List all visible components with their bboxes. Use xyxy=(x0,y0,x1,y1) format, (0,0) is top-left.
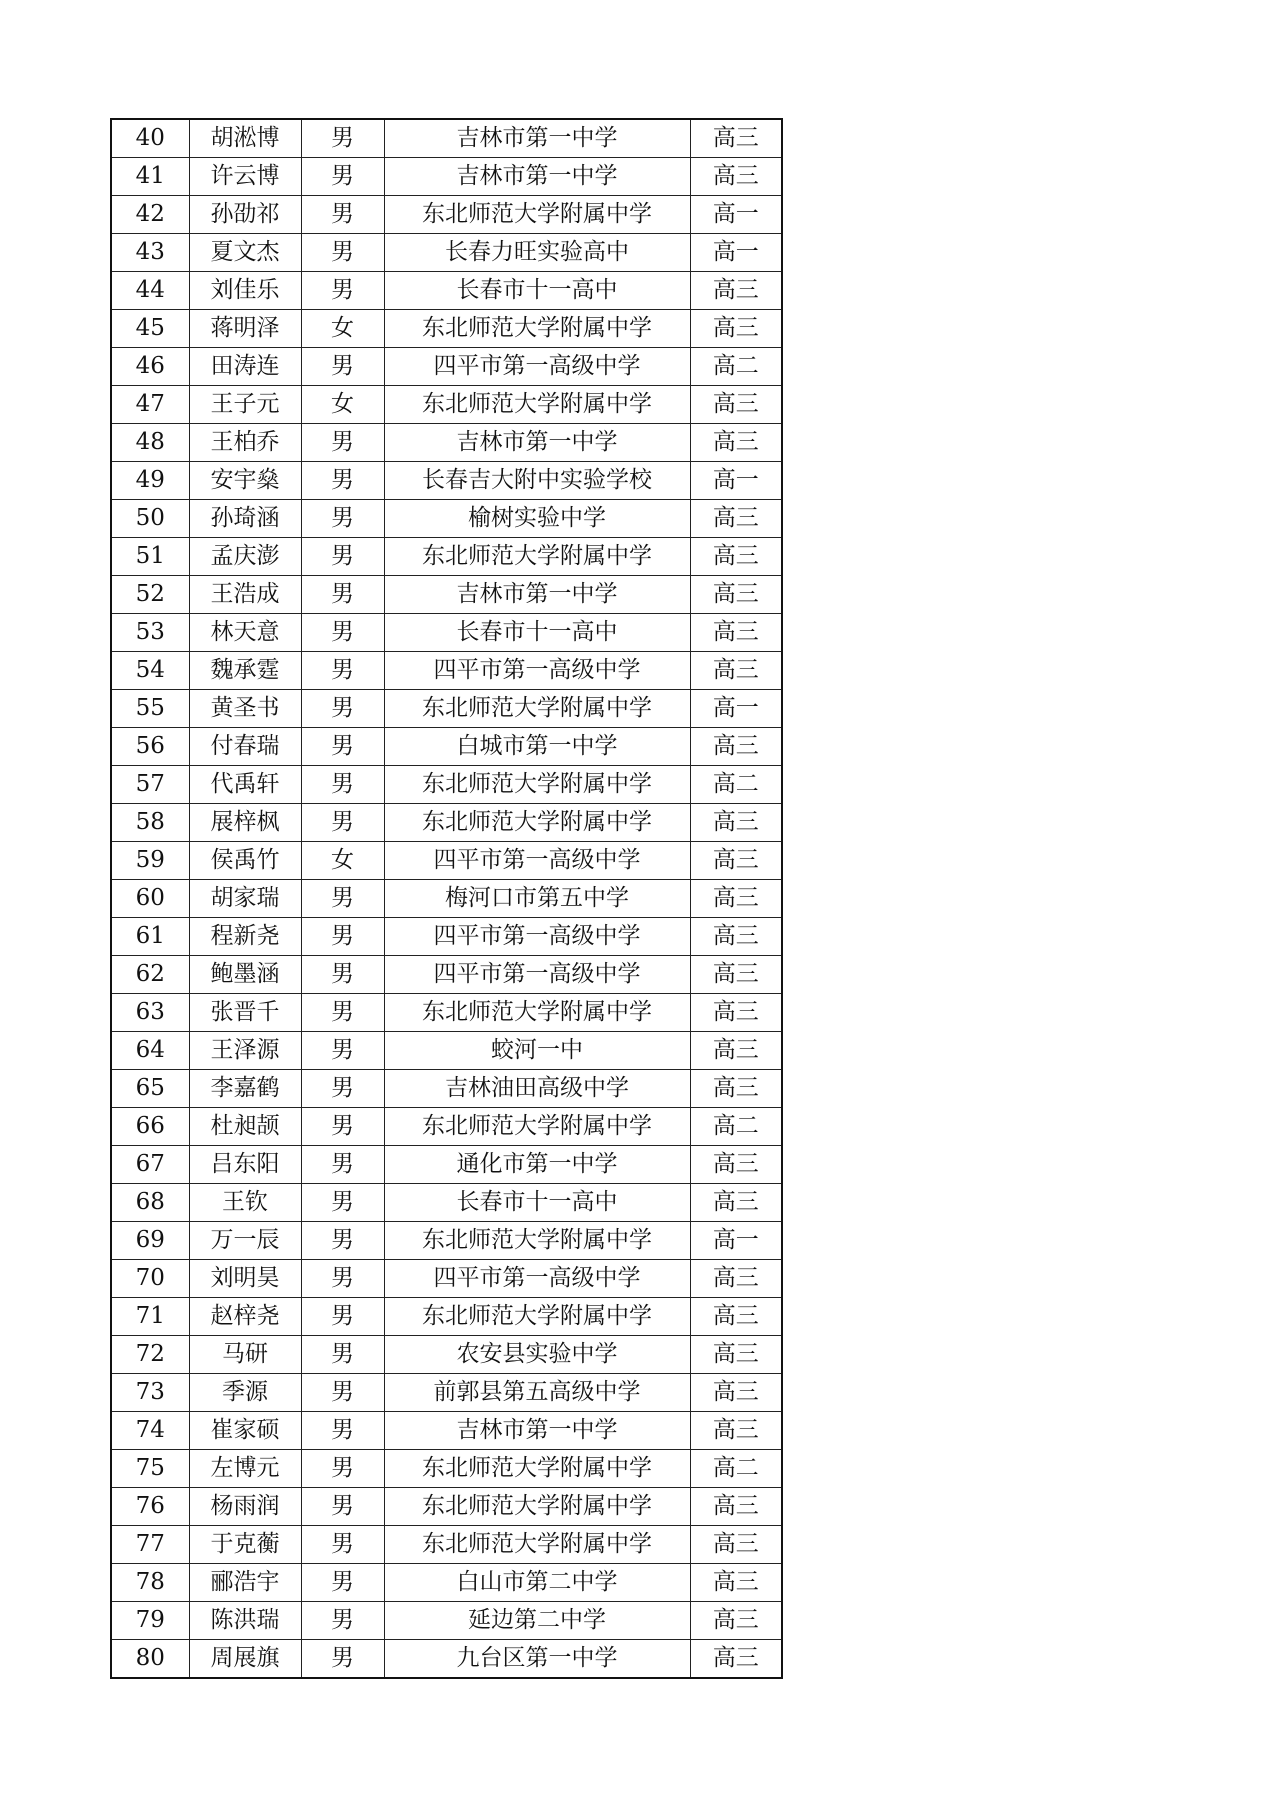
student-name-cell: 林天意 xyxy=(189,614,301,652)
student-name-cell: 吕东阳 xyxy=(189,1146,301,1184)
table-row xyxy=(111,462,782,500)
table-row xyxy=(111,272,782,310)
gender-cell: 男 xyxy=(301,158,384,196)
student-name-cell: 安宇燊 xyxy=(189,462,301,500)
school-cell: 长春市十一高中 xyxy=(384,272,690,310)
student-name-cell: 田涛连 xyxy=(189,348,301,386)
row-number-cell: 72 xyxy=(111,1336,189,1374)
row-number-cell: 73 xyxy=(111,1374,189,1412)
row-number-cell: 44 xyxy=(111,272,189,310)
row-number-cell: 67 xyxy=(111,1146,189,1184)
student-name-cell: 万一辰 xyxy=(189,1222,301,1260)
gender-cell: 男 xyxy=(301,576,384,614)
table-row xyxy=(111,158,782,196)
student-name-cell: 夏文杰 xyxy=(189,234,301,272)
row-number-cell: 43 xyxy=(111,234,189,272)
school-cell: 四平市第一高级中学 xyxy=(384,918,690,956)
student-name-cell: 王柏乔 xyxy=(189,424,301,462)
student-name-cell: 左博元 xyxy=(189,1450,301,1488)
student-name-cell: 胡淞博 xyxy=(189,119,301,158)
table-row xyxy=(111,1146,782,1184)
gender-cell: 男 xyxy=(301,804,384,842)
table-row xyxy=(111,1222,782,1260)
table-row xyxy=(111,1070,782,1108)
row-number-cell: 68 xyxy=(111,1184,189,1222)
gender-cell: 男 xyxy=(301,1602,384,1640)
student-name-cell: 许云博 xyxy=(189,158,301,196)
student-name-cell: 崔家硕 xyxy=(189,1412,301,1450)
student-name-cell: 魏承霆 xyxy=(189,652,301,690)
student-name-cell: 程新尧 xyxy=(189,918,301,956)
school-cell: 吉林市第一中学 xyxy=(384,1412,690,1450)
student-name-cell: 黄圣书 xyxy=(189,690,301,728)
gender-cell: 男 xyxy=(301,1184,384,1222)
grade-cell: 高三 xyxy=(690,1374,782,1412)
grade-cell: 高三 xyxy=(690,1564,782,1602)
gender-cell: 男 xyxy=(301,1032,384,1070)
school-cell: 四平市第一高级中学 xyxy=(384,348,690,386)
gender-cell: 女 xyxy=(301,386,384,424)
table-row xyxy=(111,1336,782,1374)
table-row xyxy=(111,500,782,538)
gender-cell: 男 xyxy=(301,119,384,158)
row-number-cell: 80 xyxy=(111,1640,189,1679)
school-cell: 东北师范大学附属中学 xyxy=(384,1298,690,1336)
grade-cell: 高二 xyxy=(690,1450,782,1488)
grade-cell: 高三 xyxy=(690,1298,782,1336)
gender-cell: 男 xyxy=(301,1412,384,1450)
table-row xyxy=(111,728,782,766)
student-name-cell: 王子元 xyxy=(189,386,301,424)
row-number-cell: 76 xyxy=(111,1488,189,1526)
gender-cell: 男 xyxy=(301,766,384,804)
table-row xyxy=(111,690,782,728)
row-number-cell: 74 xyxy=(111,1412,189,1450)
row-number-cell: 64 xyxy=(111,1032,189,1070)
student-name-cell: 杨雨润 xyxy=(189,1488,301,1526)
row-number-cell: 47 xyxy=(111,386,189,424)
student-name-cell: 代禹轩 xyxy=(189,766,301,804)
school-cell: 吉林市第一中学 xyxy=(384,158,690,196)
grade-cell: 高三 xyxy=(690,1260,782,1298)
gender-cell: 男 xyxy=(301,614,384,652)
row-number-cell: 45 xyxy=(111,310,189,348)
grade-cell: 高一 xyxy=(690,234,782,272)
table-row xyxy=(111,1488,782,1526)
table-row xyxy=(111,1298,782,1336)
school-cell: 东北师范大学附属中学 xyxy=(384,386,690,424)
gender-cell: 男 xyxy=(301,1336,384,1374)
grade-cell: 高三 xyxy=(690,1336,782,1374)
table-row xyxy=(111,1640,782,1679)
table-row xyxy=(111,196,782,234)
grade-cell: 高二 xyxy=(690,348,782,386)
student-name-cell: 付春瑞 xyxy=(189,728,301,766)
table-row xyxy=(111,1374,782,1412)
grade-cell: 高三 xyxy=(690,1488,782,1526)
grade-cell: 高三 xyxy=(690,1412,782,1450)
grade-cell: 高三 xyxy=(690,1146,782,1184)
table-row xyxy=(111,348,782,386)
school-cell: 吉林市第一中学 xyxy=(384,576,690,614)
school-cell: 白山市第二中学 xyxy=(384,1564,690,1602)
student-name-cell: 孟庆澎 xyxy=(189,538,301,576)
table-row xyxy=(111,956,782,994)
school-cell: 东北师范大学附属中学 xyxy=(384,994,690,1032)
school-cell: 四平市第一高级中学 xyxy=(384,842,690,880)
grade-cell: 高三 xyxy=(690,880,782,918)
grade-cell: 高三 xyxy=(690,386,782,424)
student-name-cell: 王泽源 xyxy=(189,1032,301,1070)
gender-cell: 男 xyxy=(301,1070,384,1108)
grade-cell: 高二 xyxy=(690,766,782,804)
student-name-cell: 刘佳乐 xyxy=(189,272,301,310)
table-row xyxy=(111,1032,782,1070)
student-name-cell: 刘明昊 xyxy=(189,1260,301,1298)
gender-cell: 男 xyxy=(301,1146,384,1184)
row-number-cell: 48 xyxy=(111,424,189,462)
grade-cell: 高三 xyxy=(690,842,782,880)
gender-cell: 男 xyxy=(301,196,384,234)
grade-cell: 高三 xyxy=(690,1640,782,1679)
student-name-cell: 周展旗 xyxy=(189,1640,301,1679)
grade-cell: 高三 xyxy=(690,538,782,576)
student-name-cell: 于克蘅 xyxy=(189,1526,301,1564)
school-cell: 长春市十一高中 xyxy=(384,614,690,652)
gender-cell: 男 xyxy=(301,1374,384,1412)
gender-cell: 男 xyxy=(301,652,384,690)
table-row xyxy=(111,652,782,690)
gender-cell: 男 xyxy=(301,956,384,994)
school-cell: 东北师范大学附属中学 xyxy=(384,766,690,804)
student-name-cell: 赵梓尧 xyxy=(189,1298,301,1336)
school-cell: 农安县实验中学 xyxy=(384,1336,690,1374)
table-row xyxy=(111,234,782,272)
school-cell: 四平市第一高级中学 xyxy=(384,956,690,994)
gender-cell: 男 xyxy=(301,1108,384,1146)
row-number-cell: 50 xyxy=(111,500,189,538)
row-number-cell: 41 xyxy=(111,158,189,196)
row-number-cell: 75 xyxy=(111,1450,189,1488)
grade-cell: 高三 xyxy=(690,918,782,956)
student-name-cell: 王钦 xyxy=(189,1184,301,1222)
gender-cell: 男 xyxy=(301,994,384,1032)
school-cell: 长春力旺实验高中 xyxy=(384,234,690,272)
school-cell: 东北师范大学附属中学 xyxy=(384,310,690,348)
grade-cell: 高三 xyxy=(690,272,782,310)
gender-cell: 男 xyxy=(301,1564,384,1602)
row-number-cell: 42 xyxy=(111,196,189,234)
student-name-cell: 侯禹竹 xyxy=(189,842,301,880)
row-number-cell: 53 xyxy=(111,614,189,652)
student-name-cell: 张晋千 xyxy=(189,994,301,1032)
grade-cell: 高三 xyxy=(690,310,782,348)
grade-cell: 高三 xyxy=(690,804,782,842)
gender-cell: 男 xyxy=(301,918,384,956)
row-number-cell: 79 xyxy=(111,1602,189,1640)
gender-cell: 男 xyxy=(301,1450,384,1488)
table-row xyxy=(111,994,782,1032)
table-row xyxy=(111,842,782,880)
student-name-cell: 杜昶颉 xyxy=(189,1108,301,1146)
student-name-cell: 展梓枫 xyxy=(189,804,301,842)
grade-cell: 高三 xyxy=(690,158,782,196)
row-number-cell: 54 xyxy=(111,652,189,690)
grade-cell: 高三 xyxy=(690,1602,782,1640)
row-number-cell: 46 xyxy=(111,348,189,386)
gender-cell: 男 xyxy=(301,424,384,462)
school-cell: 吉林市第一中学 xyxy=(384,424,690,462)
table-row xyxy=(111,804,782,842)
student-name-cell: 季源 xyxy=(189,1374,301,1412)
row-number-cell: 52 xyxy=(111,576,189,614)
table-row xyxy=(111,1602,782,1640)
grade-cell: 高三 xyxy=(690,424,782,462)
school-cell: 四平市第一高级中学 xyxy=(384,652,690,690)
table-row xyxy=(111,880,782,918)
grade-cell: 高三 xyxy=(690,500,782,538)
gender-cell: 男 xyxy=(301,348,384,386)
row-number-cell: 63 xyxy=(111,994,189,1032)
row-number-cell: 58 xyxy=(111,804,189,842)
grade-cell: 高三 xyxy=(690,614,782,652)
table-row xyxy=(111,1526,782,1564)
table-row xyxy=(111,1564,782,1602)
gender-cell: 男 xyxy=(301,538,384,576)
gender-cell: 男 xyxy=(301,728,384,766)
row-number-cell: 70 xyxy=(111,1260,189,1298)
gender-cell: 男 xyxy=(301,1488,384,1526)
grade-cell: 高三 xyxy=(690,576,782,614)
student-roster-table xyxy=(110,118,783,1679)
grade-cell: 高三 xyxy=(690,1032,782,1070)
school-cell: 东北师范大学附属中学 xyxy=(384,804,690,842)
school-cell: 蛟河一中 xyxy=(384,1032,690,1070)
table-row xyxy=(111,614,782,652)
table-row xyxy=(111,1260,782,1298)
gender-cell: 女 xyxy=(301,310,384,348)
grade-cell: 高三 xyxy=(690,1526,782,1564)
table-row xyxy=(111,119,782,158)
school-cell: 长春市十一高中 xyxy=(384,1184,690,1222)
school-cell: 东北师范大学附属中学 xyxy=(384,1222,690,1260)
table-row xyxy=(111,918,782,956)
school-cell: 前郭县第五高级中学 xyxy=(384,1374,690,1412)
student-name-cell: 鲍墨涵 xyxy=(189,956,301,994)
school-cell: 东北师范大学附属中学 xyxy=(384,196,690,234)
student-name-cell: 王浩成 xyxy=(189,576,301,614)
gender-cell: 男 xyxy=(301,1222,384,1260)
row-number-cell: 56 xyxy=(111,728,189,766)
student-name-cell: 孙劭祁 xyxy=(189,196,301,234)
row-number-cell: 77 xyxy=(111,1526,189,1564)
table-row xyxy=(111,538,782,576)
gender-cell: 男 xyxy=(301,1260,384,1298)
student-name-cell: 蒋明泽 xyxy=(189,310,301,348)
gender-cell: 男 xyxy=(301,880,384,918)
row-number-cell: 55 xyxy=(111,690,189,728)
row-number-cell: 49 xyxy=(111,462,189,500)
grade-cell: 高一 xyxy=(690,462,782,500)
school-cell: 东北师范大学附属中学 xyxy=(384,1526,690,1564)
student-name-cell: 陈洪瑞 xyxy=(189,1602,301,1640)
grade-cell: 高一 xyxy=(690,690,782,728)
school-cell: 榆树实验中学 xyxy=(384,500,690,538)
student-name-cell: 胡家瑞 xyxy=(189,880,301,918)
row-number-cell: 60 xyxy=(111,880,189,918)
grade-cell: 高一 xyxy=(690,1222,782,1260)
school-cell: 吉林市第一中学 xyxy=(384,119,690,158)
row-number-cell: 69 xyxy=(111,1222,189,1260)
student-name-cell: 李嘉鹤 xyxy=(189,1070,301,1108)
gender-cell: 男 xyxy=(301,272,384,310)
row-number-cell: 59 xyxy=(111,842,189,880)
school-cell: 长春吉大附中实验学校 xyxy=(384,462,690,500)
row-number-cell: 71 xyxy=(111,1298,189,1336)
gender-cell: 男 xyxy=(301,690,384,728)
gender-cell: 男 xyxy=(301,462,384,500)
gender-cell: 男 xyxy=(301,1298,384,1336)
row-number-cell: 57 xyxy=(111,766,189,804)
gender-cell: 男 xyxy=(301,500,384,538)
school-cell: 东北师范大学附属中学 xyxy=(384,1108,690,1146)
gender-cell: 男 xyxy=(301,1640,384,1679)
table-row xyxy=(111,1184,782,1222)
row-number-cell: 40 xyxy=(111,119,189,158)
table-row xyxy=(111,1412,782,1450)
table-row xyxy=(111,386,782,424)
school-cell: 东北师范大学附属中学 xyxy=(384,1450,690,1488)
gender-cell: 女 xyxy=(301,842,384,880)
row-number-cell: 62 xyxy=(111,956,189,994)
student-name-cell: 马研 xyxy=(189,1336,301,1374)
table-row xyxy=(111,576,782,614)
school-cell: 吉林油田高级中学 xyxy=(384,1070,690,1108)
student-name-cell: 孙琦涵 xyxy=(189,500,301,538)
row-number-cell: 61 xyxy=(111,918,189,956)
grade-cell: 高三 xyxy=(690,652,782,690)
table-row xyxy=(111,1108,782,1146)
school-cell: 东北师范大学附属中学 xyxy=(384,538,690,576)
school-cell: 白城市第一中学 xyxy=(384,728,690,766)
grade-cell: 高三 xyxy=(690,1070,782,1108)
gender-cell: 男 xyxy=(301,1526,384,1564)
grade-cell: 高三 xyxy=(690,728,782,766)
row-number-cell: 66 xyxy=(111,1108,189,1146)
school-cell: 九台区第一中学 xyxy=(384,1640,690,1679)
row-number-cell: 65 xyxy=(111,1070,189,1108)
row-number-cell: 51 xyxy=(111,538,189,576)
student-name-cell: 郦浩宇 xyxy=(189,1564,301,1602)
gender-cell: 男 xyxy=(301,234,384,272)
grade-cell: 高三 xyxy=(690,119,782,158)
table-row xyxy=(111,424,782,462)
school-cell: 延边第二中学 xyxy=(384,1602,690,1640)
school-cell: 通化市第一中学 xyxy=(384,1146,690,1184)
table-row xyxy=(111,310,782,348)
school-cell: 东北师范大学附属中学 xyxy=(384,1488,690,1526)
grade-cell: 高二 xyxy=(690,1108,782,1146)
grade-cell: 高三 xyxy=(690,956,782,994)
table-row xyxy=(111,1450,782,1488)
school-cell: 梅河口市第五中学 xyxy=(384,880,690,918)
table-row xyxy=(111,766,782,804)
school-cell: 四平市第一高级中学 xyxy=(384,1260,690,1298)
school-cell: 东北师范大学附属中学 xyxy=(384,690,690,728)
grade-cell: 高三 xyxy=(690,1184,782,1222)
roster-body xyxy=(111,119,782,1678)
grade-cell: 高一 xyxy=(690,196,782,234)
grade-cell: 高三 xyxy=(690,994,782,1032)
row-number-cell: 78 xyxy=(111,1564,189,1602)
